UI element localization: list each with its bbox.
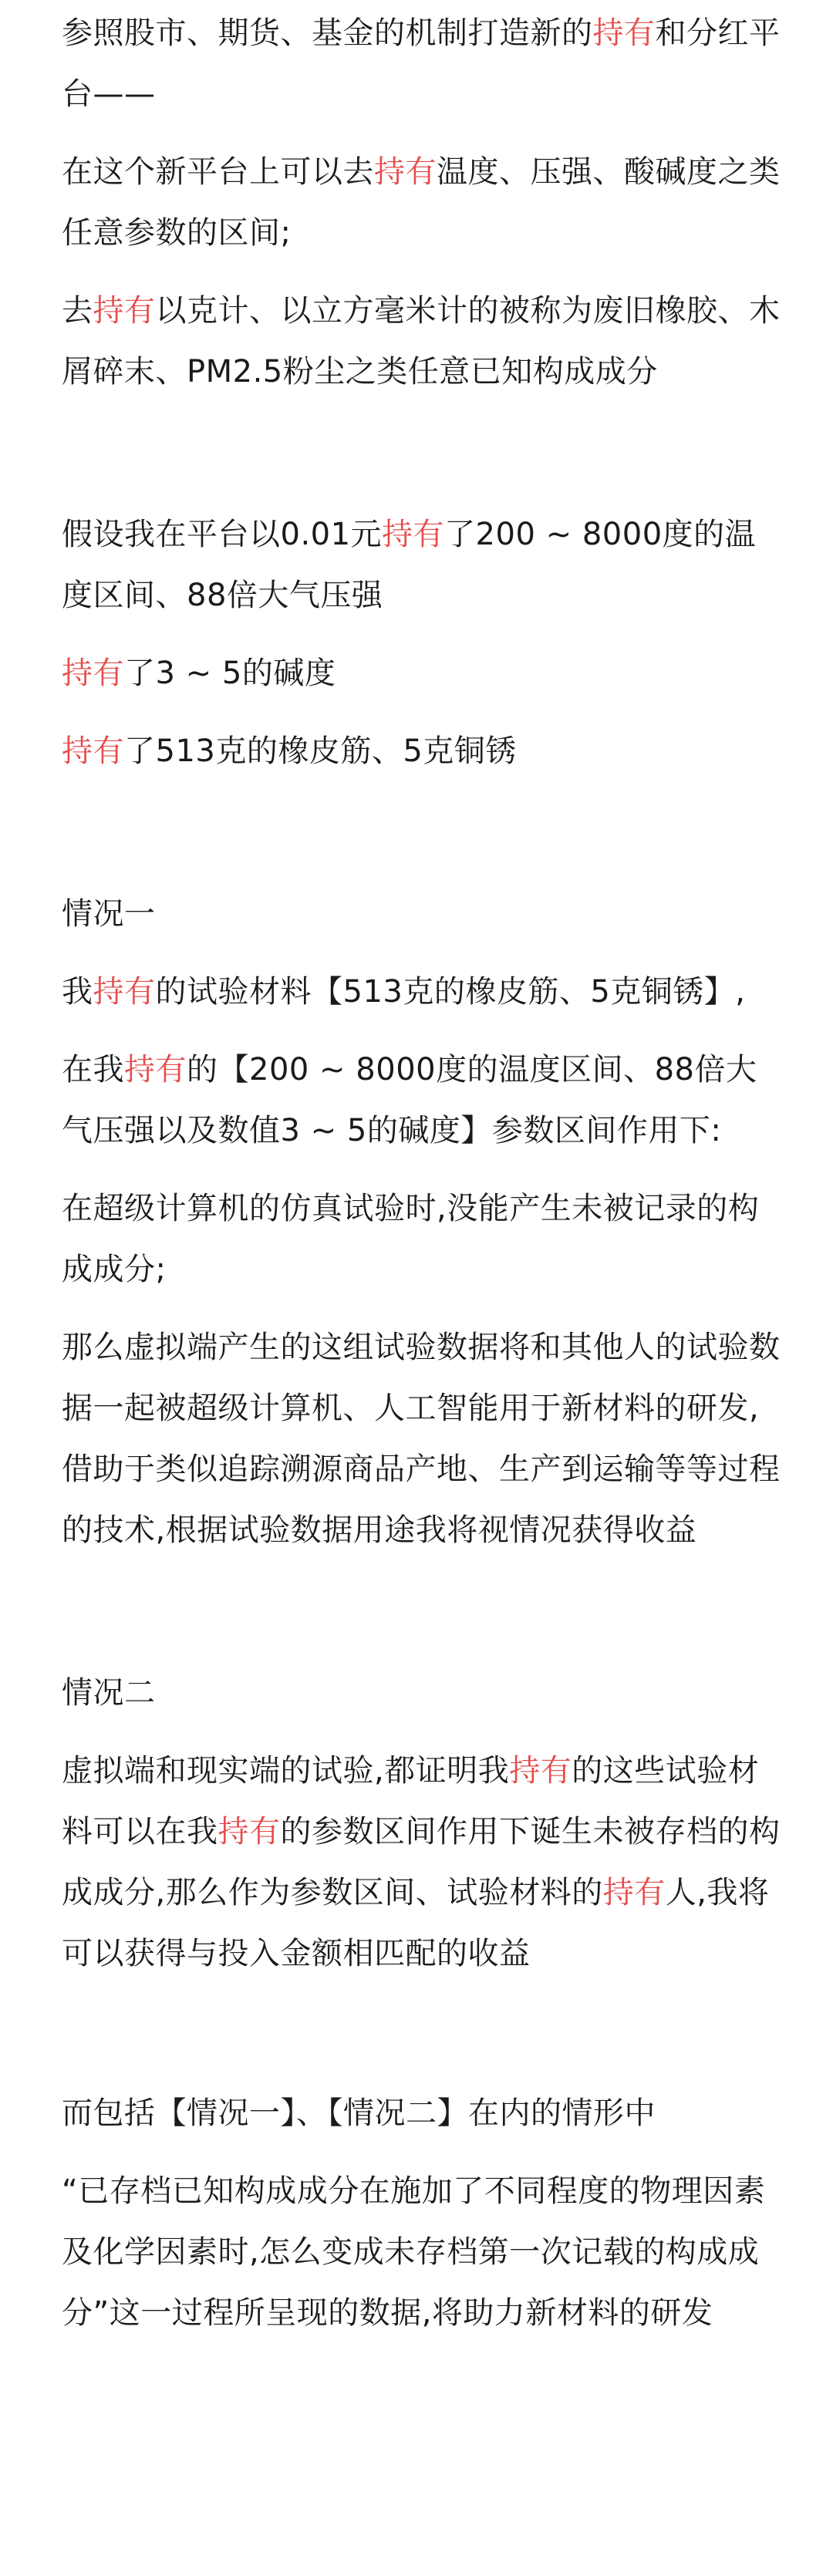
text: 人,我将可以获得与投入金额相匹配的收益 bbox=[62, 1875, 770, 1971]
paragraph-case-one-parameters bbox=[62, 1040, 787, 1162]
text: 的这些试验材料可以在我 bbox=[62, 1753, 760, 1849]
section-gap bbox=[62, 420, 787, 504]
text: 虚拟端和现实端的试验,都证明我 bbox=[62, 1753, 510, 1789]
highlight-hold: 持有 bbox=[602, 1875, 666, 1910]
text: 假设我在平台以0.01元 bbox=[62, 517, 383, 552]
text: 和分红平台—— bbox=[62, 15, 781, 112]
highlight-hold: 持有 bbox=[62, 733, 124, 769]
paragraph-case-one-materials bbox=[62, 962, 787, 1023]
heading-case-one: 情况一 bbox=[62, 896, 156, 932]
text: 了3 ~ 5的碱度 bbox=[124, 656, 336, 691]
highlight-hold: 持有 bbox=[374, 154, 437, 190]
text: 了513克的橡皮筋、5克铜锈 bbox=[124, 733, 517, 769]
paragraph-platform-intro bbox=[62, 3, 787, 125]
text: 我 bbox=[62, 974, 93, 1010]
text: 以克计、以立方毫米计的被称为废旧橡胶、木屑碎末、PM2.5粉尘之类任意已知构成成分 bbox=[62, 293, 781, 389]
paragraph-case-one-simulation: 在超级计算机的仿真试验时,没能产生未被记录的构成成分; bbox=[62, 1191, 760, 1287]
paragraph-rubber-copper bbox=[62, 721, 787, 782]
highlight-hold: 持有 bbox=[592, 15, 656, 51]
text: 的参数区间作用下诞生未被存档的构成成分,那么作为参数区间、试验材料的 bbox=[62, 1814, 781, 1910]
text: 了200 ~ 8000度的温度区间、88倍大气压强 bbox=[62, 517, 757, 613]
paragraph-hold-materials bbox=[62, 281, 787, 403]
section-gap bbox=[62, 2001, 787, 2083]
highlight-hold: 持有 bbox=[62, 656, 124, 691]
highlight-hold: 持有 bbox=[382, 517, 445, 552]
paragraph-both-cases: 而包括【情况一】、【情况二】在内的情形中 bbox=[62, 2096, 656, 2131]
paragraph-alkalinity bbox=[62, 643, 787, 704]
text: 温度、压强、酸碱度之类任意参数的区间; bbox=[62, 154, 781, 251]
highlight-hold: 持有 bbox=[509, 1753, 572, 1789]
text: 参照股市、期货、基金的机制打造新的 bbox=[62, 15, 593, 51]
text: 去 bbox=[62, 293, 93, 329]
paragraph-hold-parameters bbox=[62, 142, 787, 264]
text: 在这个新平台上可以去 bbox=[62, 154, 374, 190]
paragraph-conclusion: “已存档已知构成成分在施加了不同程度的物理因素及化学因素时,怎么变成未存档第一次记载的构成成分”这一过程所呈现的数据,将助力新材料的研发 bbox=[62, 2173, 766, 2331]
text: 的【200 ~ 8000度的温度区间、88倍大气压强以及数值3 ~ 5的碱度】参数区间作用下: bbox=[62, 1052, 757, 1148]
section-gap bbox=[62, 799, 787, 884]
text: 的试验材料【513克的橡皮筋、5克铜锈】, bbox=[155, 974, 746, 1010]
paragraph-assumption bbox=[62, 504, 787, 626]
paragraph-case-one-revenue: 那么虚拟端产生的这组试验数据将和其他人的试验数据一起被超级计算机、人工智能用于新材料的研发,借助于类似追踪溯源商品产地、生产到运输等等过程的技术,根据试验数据用途我将视情况获得收益 bbox=[62, 1330, 781, 1548]
article bbox=[62, 0, 787, 2344]
heading-case-two: 情况二 bbox=[62, 1675, 156, 1711]
section-gap bbox=[62, 1578, 787, 1663]
highlight-hold: 持有 bbox=[93, 293, 156, 329]
text: 在我 bbox=[62, 1052, 124, 1087]
highlight-hold: 持有 bbox=[93, 974, 156, 1010]
paragraph-case-two bbox=[62, 1741, 787, 1984]
highlight-hold: 持有 bbox=[124, 1052, 187, 1087]
highlight-hold: 持有 bbox=[218, 1814, 281, 1849]
